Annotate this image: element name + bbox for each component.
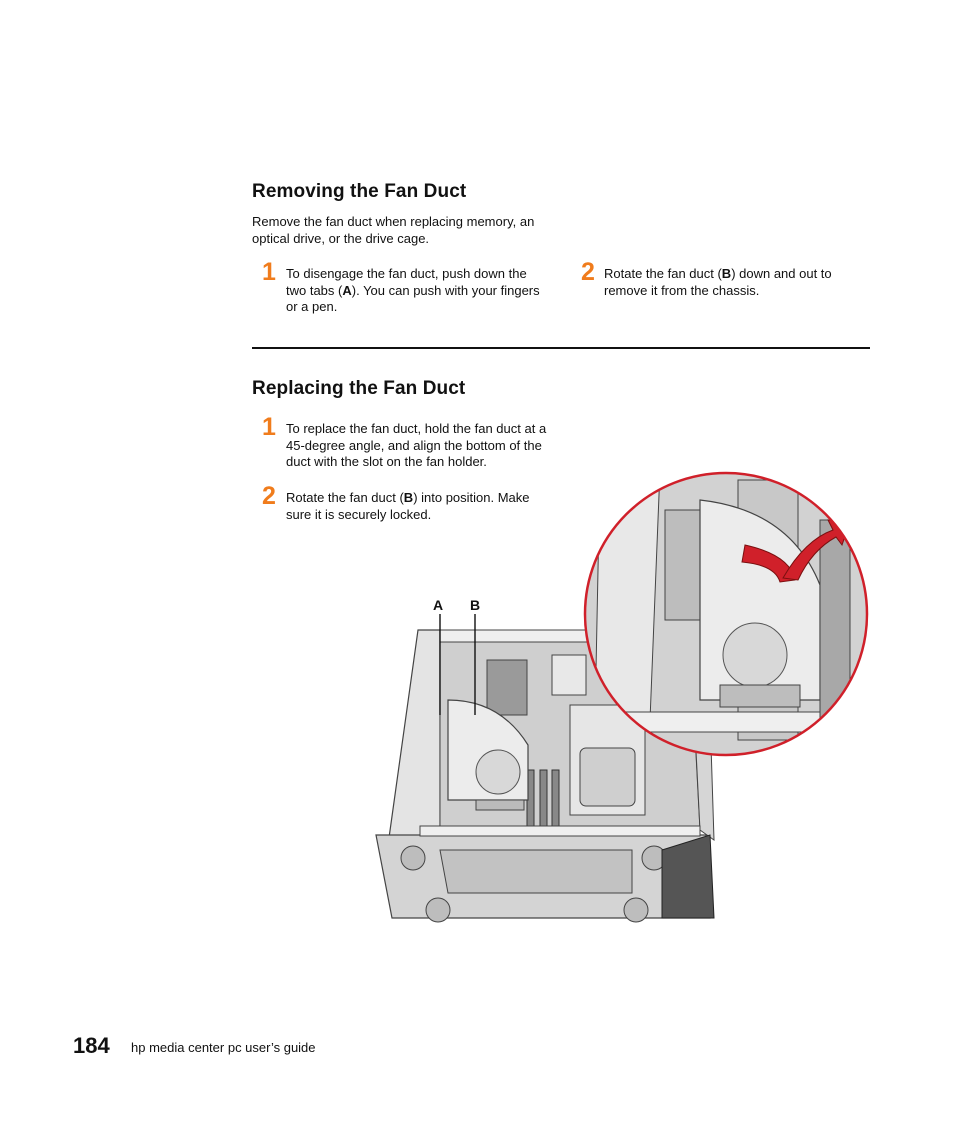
fan-duct-illustration xyxy=(370,470,880,925)
removing-intro-line2: optical drive, or the drive cage. xyxy=(252,230,430,246)
replacing-step1-line3: duct with the slot on the fan holder. xyxy=(286,454,487,469)
removing-step2-text xyxy=(604,266,864,299)
replacing-step2-line2: sure it is securely locked. xyxy=(286,506,432,522)
replacing-step2-line1-post: ) into position. Make xyxy=(413,490,530,505)
replacing-step2-number: 2 xyxy=(262,482,276,510)
section-divider xyxy=(252,347,870,349)
removing-intro xyxy=(252,214,534,247)
removing-step2-number: 2 xyxy=(581,258,595,286)
replacing-step2-line1-pre: Rotate the fan duct ( xyxy=(286,490,404,505)
removing-step1-line2-post: ). You can push with your fingers xyxy=(351,282,540,298)
removing-step1-line3: or a pen. xyxy=(286,299,338,314)
replacing-step2-duct-ref: B xyxy=(403,490,414,505)
removing-step2-duct-ref: B xyxy=(721,266,732,281)
replacing-step1-text xyxy=(286,421,558,471)
callout-a-label: A xyxy=(433,597,444,613)
removing-step1-text xyxy=(286,266,556,316)
replacing-heading: Replacing the Fan Duct xyxy=(252,378,466,399)
removing-step2-line1 xyxy=(604,266,864,283)
callout-b-label: B xyxy=(470,597,481,613)
replacing-step1-line2: 45-degree angle, and align the bottom of the xyxy=(286,437,542,453)
removing-step2-line2: remove it from the chassis. xyxy=(604,282,760,298)
removing-step2-line1-pre: Rotate the fan duct ( xyxy=(604,266,722,281)
removing-step1-number: 1 xyxy=(262,258,276,286)
page-number: 184 xyxy=(73,1033,110,1058)
removing-heading: Removing the Fan Duct xyxy=(252,181,467,202)
removing-step1-line2-pre: two tabs ( xyxy=(286,282,343,298)
replacing-step1-number: 1 xyxy=(262,413,276,441)
removing-step1-line2 xyxy=(286,283,556,300)
removing-intro-line1: Remove the fan duct when replacing memory, an xyxy=(252,214,535,229)
removing-step1-tab-ref: A xyxy=(342,282,352,298)
replacing-step1-line1: To replace the fan duct, hold the fan duct at a xyxy=(286,421,547,436)
removing-step1-line1: To disengage the fan duct, push down the xyxy=(286,266,527,281)
guide-title: hp media center pc user’s guide xyxy=(131,1040,316,1055)
removing-step2-line1-post: ) down and out to xyxy=(731,266,832,281)
